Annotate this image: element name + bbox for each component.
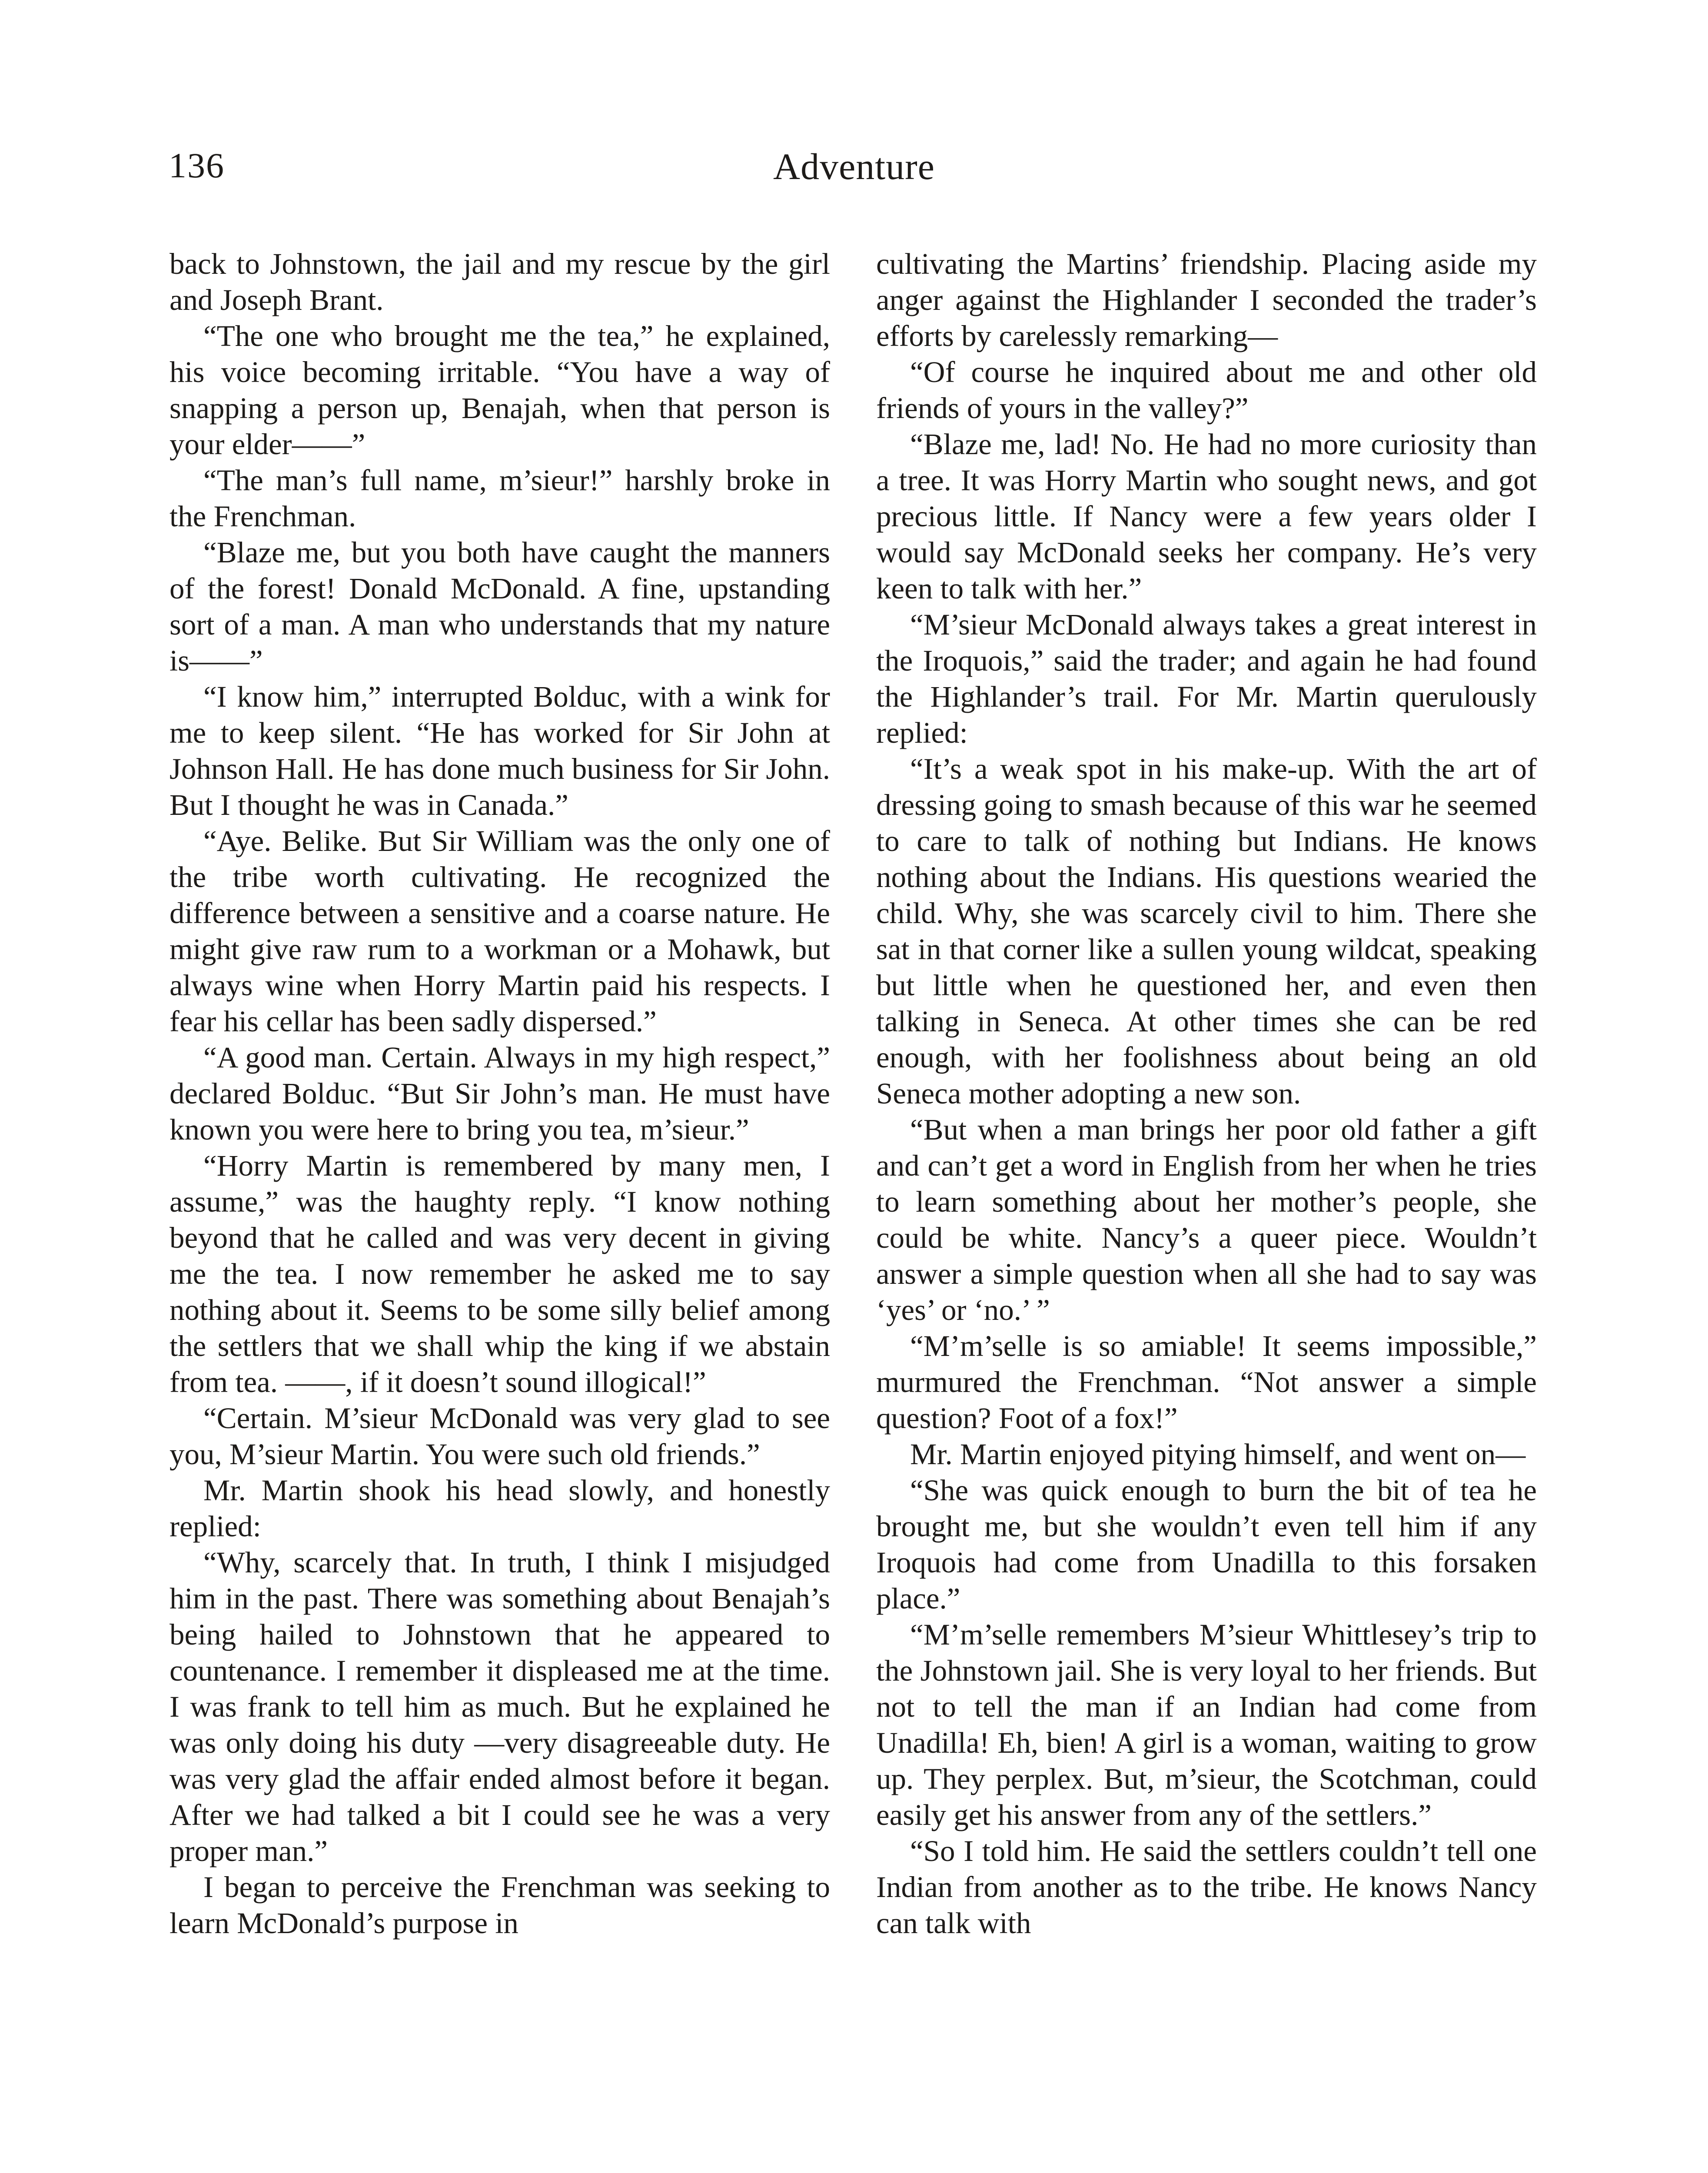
paragraph: “I know him,” interrupted Bolduc, with a wink for me to keep silent. “He has worked for Sir John at Johnson Hall. He has done much business for Sir John. But I thought he was in Canada.” xyxy=(169,680,830,821)
paragraph: “So I told him. He said the settlers couldn’t tell one Indian from another as to the tribe. He knows Nancy can talk with xyxy=(876,1834,1537,1940)
paragraph: “M’sieur McDonald always takes a great interest in the Iroquois,” said the trader; and again he had found the Highlander’s trail. For Mr. Martin querulously replied: xyxy=(876,608,1537,749)
paragraph: back to Johnstown, the jail and my rescue by the girl and Joseph Brant. xyxy=(169,247,830,316)
paragraph: “The one who brought me the tea,” he explained, his voice becoming irritable. “You have a way of snapping a person up, Benajah, when that person is your elder——” xyxy=(169,319,830,461)
paragraph: “It’s a weak spot in his make-up. With the art of dressing going to smash because of this war he seemed to care to talk of nothing but Indians. He knows nothing about the Indians. His questions wearied the child. Why, she was scarcely civil to him. There she sat in that corner like a sullen young wildcat, speaking but little when he questioned her, and even then talking in Seneca. At other times she can be red enough, with her foolishness about being an old Seneca mother adopting a new son. xyxy=(876,752,1537,1110)
paragraph: “Blaze me, lad! No. He had no more curiosity than a tree. It was Horry Martin who sought news, and got precious little. If Nancy were a few years older I would say McDonald seeks her company. He’s very keen to talk with her.” xyxy=(876,428,1537,605)
paragraph: cultivating the Martins’ friendship. Placing aside my anger against the Highlander I seconded the trader’s efforts by carelessly remarking— xyxy=(876,247,1537,352)
paragraph: “A good man. Certain. Always in my high respect,” declared Bolduc. “But Sir John’s man. He must have known you were here to bring you tea, m’sieur.” xyxy=(169,1041,830,1146)
paragraph: “Certain. M’sieur McDonald was very glad to see you, M’sieur Martin. You were such old friends.” xyxy=(169,1402,830,1471)
paragraph: “M’m’selle is so amiable! It seems impossible,” murmured the Frenchman. “Not answer a simple question? Foot of a fox!” xyxy=(876,1329,1537,1435)
paragraph: “The man’s full name, m’sieur!” harshly broke in the Frenchman. xyxy=(169,464,830,533)
paragraph: “Blaze me, but you both have caught the manners of the forest! Donald McDonald. A fine, upstanding sort of a man. A man who understands that my nature is——” xyxy=(169,536,830,677)
page-number: 136 xyxy=(169,146,225,185)
paragraph: “Why, scarcely that. In truth, I think I misjudged him in the past. There was something about Benajah’s being hailed to Johnstown that he appeared to countenance. I remember it displeased me at the time. I was frank to tell him as much. But he explained he was only doing his duty —very disagreeable duty. He was very glad the affair ended almost before it began. After we had talked a bit I could see he was a very proper man.” xyxy=(169,1546,830,1867)
paragraph: “She was quick enough to burn the bit of tea he brought me, but she wouldn’t even tell him if any Iroquois had come from Unadilla to this forsaken place.” xyxy=(876,1474,1537,1615)
left-column xyxy=(169,246,830,1941)
paragraph: “M’m’selle remembers M’sieur Whittlesey’s trip to the Johnstown jail. She is very loyal to her friends. But not to tell the man if an Indian had come from Unadilla! Eh, bien! A girl is a woman, waiting to grow up. They perplex. But, m’sieur, the Scotchman, could easily get his answer from any of the settlers.” xyxy=(876,1618,1537,1831)
paragraph: “Aye. Belike. But Sir William was the only one of the tribe worth cultivating. He recognized the difference between a sensitive and a coarse nature. He might give raw rum to a workman or a Mohawk, but always wine when Horry Martin paid his respects. I fear his cellar has been sadly dispersed.” xyxy=(169,824,830,1038)
paragraph: Mr. Martin shook his head slowly, and honestly replied: xyxy=(169,1474,830,1543)
paragraph: Mr. Martin enjoyed pitying himself, and went on— xyxy=(910,1438,1526,1471)
running-title: Adventure xyxy=(773,146,935,187)
paragraph: “Horry Martin is remembered by many men, I assume,” was the haughty reply. “I know nothing beyond that he called and was very decent in giving me the tea. I now remember he asked me to say nothing about it. Seems to be some silly belief among the settlers that we shall whip the king if we abstain from tea. ——, if it doesn’t sound illogical!” xyxy=(169,1149,830,1399)
paragraph: I began to perceive the Frenchman was seeking to learn McDonald’s purpose in xyxy=(169,1871,830,1940)
paragraph: “Of course he inquired about me and other old friends of yours in the valley?” xyxy=(876,356,1537,425)
right-column xyxy=(876,246,1537,1941)
paragraph: “But when a man brings her poor old father a gift and can’t get a word in English from her when he tries to learn something about her mother’s people, she could be white. Nancy’s a queer piece. Wouldn’t answer a simple question when all she had to say was ‘yes’ or ‘no.’ ” xyxy=(876,1113,1537,1326)
